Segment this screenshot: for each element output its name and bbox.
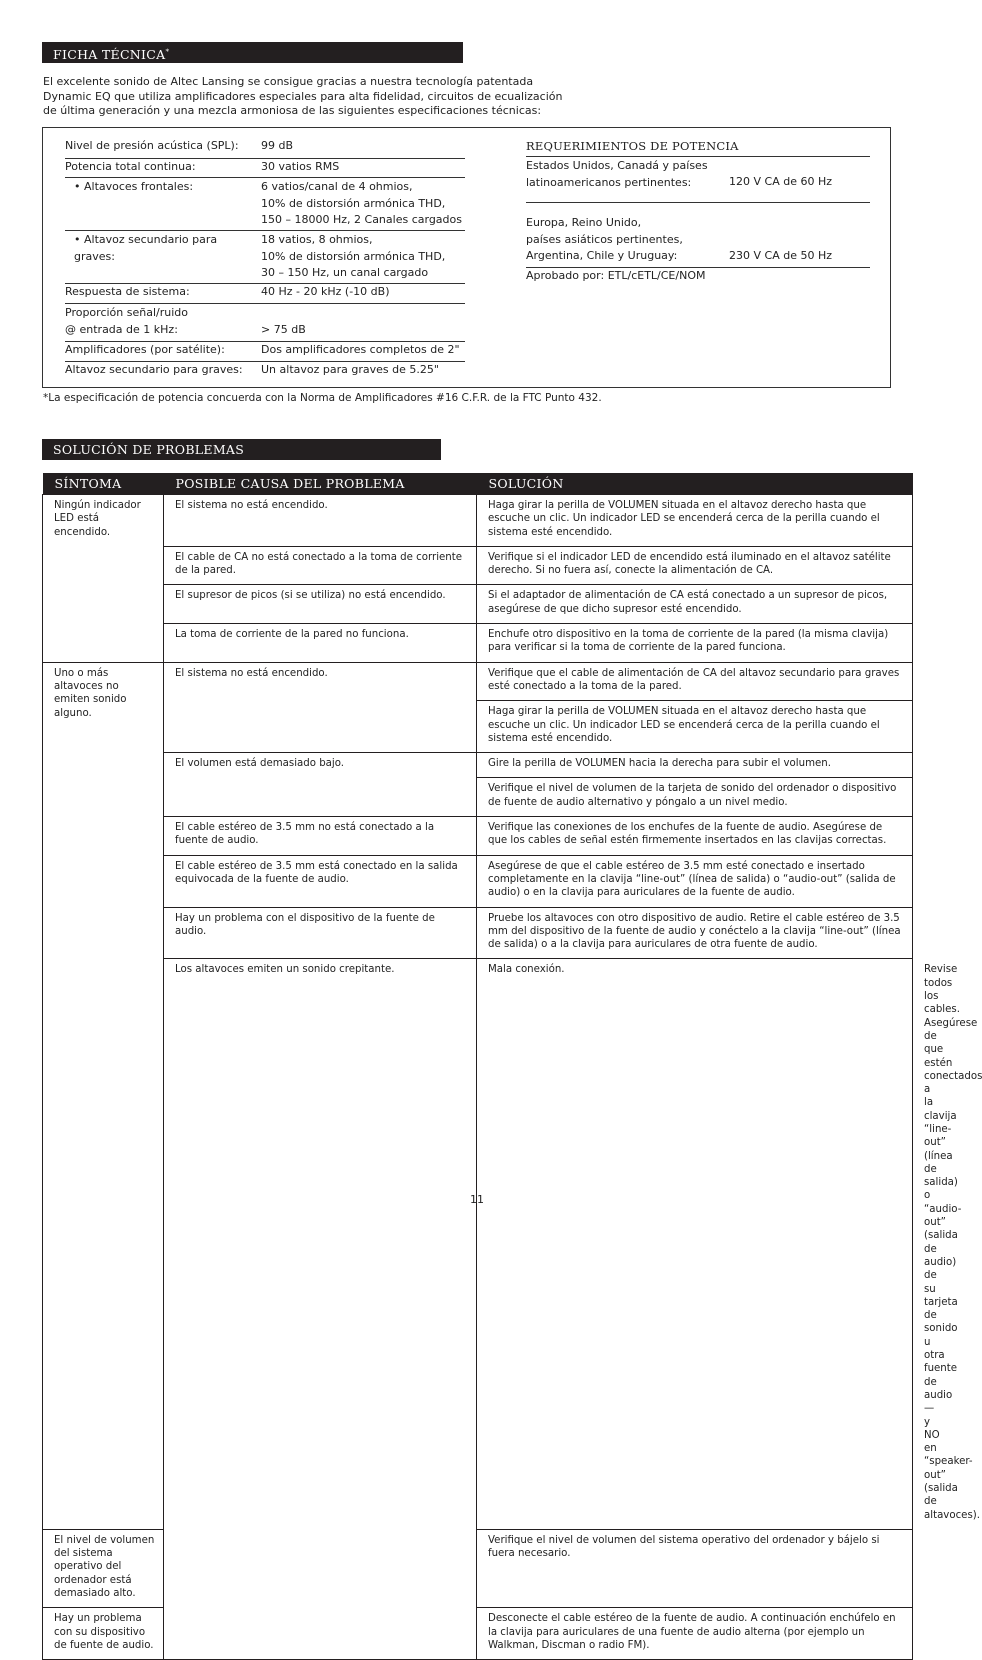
- solution-cell: Haga girar la perilla de VOLUMEN situada en el altavoz derecho hasta que escuche un clic. Un indicador LED se encenderá cerca de la perilla cuando el sistema esté encendido.: [477, 495, 913, 547]
- spec-value: 30 vatios RMS: [261, 160, 340, 173]
- spec-value: [261, 179, 465, 229]
- power-eu-label: [526, 215, 726, 265]
- spec-row: [65, 303, 465, 341]
- spec-label: • Altavoces frontales:: [74, 180, 194, 193]
- solution-cell: Pruebe los altavoces con otro dispositivo de audio. Retire el cable estéreo de 3.5 mm del dispositivo de la fuente de audio y conéctelo a la clavija “line-out” (línea de salida) o a la clavija para auriculares de otra fuente de audio.: [477, 907, 913, 959]
- spec-value: Dos amplificadores completos de 2": [261, 343, 460, 356]
- cause-cell: El supresor de picos (si se utiliza) no está encendido.: [164, 585, 477, 624]
- power-eu-label-line: Argentina, Chile y Uruguay:: [526, 249, 678, 262]
- spec-intro-line: Dynamic EQ que utiliza amplificadores especiales para alta fidelidad, circuitos de ecualización: [43, 89, 563, 103]
- cause-cell: Hay un problema con su dispositivo de fuente de audio.: [43, 1608, 164, 1660]
- table-header-row: [43, 473, 913, 495]
- solution-cell: Gire la perilla de VOLUMEN hacia la derecha para subir el volumen.: [477, 753, 913, 778]
- spec-row: [65, 361, 465, 382]
- cause-cell: La toma de corriente de la pared no funciona.: [164, 624, 477, 663]
- cause-cell: El volumen está demasiado bajo.: [164, 753, 477, 817]
- spec-label: Potencia total continua:: [65, 160, 196, 173]
- power-eu-value: 230 V CA de 50 Hz: [729, 249, 833, 262]
- spec-value-line: 6 vatios/canal de 4 ohmios,: [261, 180, 413, 193]
- table-row: [43, 624, 913, 663]
- spec-label: Altavoz secundario para graves:: [65, 363, 243, 376]
- cause-cell: Mala conexión.: [477, 959, 913, 1529]
- column-header-solution: SOLUCIÓN: [477, 473, 913, 495]
- power-approved: Aprobado por: ETL/cETL/CE/NOM: [526, 269, 706, 282]
- troubleshooting-section-title: SOLUCIÓN DE PROBLEMAS: [53, 442, 245, 457]
- spec-value-line: [261, 305, 465, 322]
- divider: [526, 156, 870, 157]
- spec-row: [65, 230, 465, 284]
- spec-title-footnote-mark: *: [165, 48, 170, 56]
- spec-label: Amplificadores (por satélite):: [65, 343, 225, 356]
- symptom-cell: Uno o más altavoces no emiten sonido alguno.: [43, 662, 164, 1529]
- cause-cell: El cable estéreo de 3.5 mm no está conectado a la fuente de audio.: [164, 817, 477, 856]
- cause-cell: El sistema no está encendido.: [164, 495, 477, 547]
- solution-cell: Enchufe otro dispositivo en la toma de corriente de la pared (la misma clavija) para verificar si la toma de corriente de la pared funciona.: [477, 624, 913, 663]
- solution-cell: Desconecte el cable estéreo de la fuente de audio. A continuación enchúfelo en la clavija para auriculares de una fuente de audio alterna (por ejemplo un Walkman, Discman o radio FM).: [477, 1608, 913, 1660]
- troubleshooting-section-header: [42, 439, 441, 460]
- table-row: [43, 585, 913, 624]
- spec-table: [65, 128, 465, 388]
- spec-label: • Altavoz secundario para graves:: [74, 233, 218, 263]
- solution-cell: Asegúrese de que el cable estéreo de 3.5 mm esté conectado e insertado completamente en la clavija “line-out” (línea de salida) o “audio-out” (salida de audio) o en la clavija para auriculares de la fuente de audio.: [477, 855, 913, 907]
- spec-value: Un altavoz para graves de 5.25": [261, 363, 439, 376]
- spec-label: [65, 305, 261, 338]
- spec-value-line: 30 – 150 Hz, un canal cargado: [261, 266, 429, 279]
- divider: [526, 202, 870, 203]
- cause-cell: El nivel de volumen del sistema operativo del ordenador está demasiado alto.: [43, 1529, 164, 1607]
- cause-cell: El cable de CA no está conectado a la toma de corriente de la pared.: [164, 546, 477, 585]
- page-number: 11: [470, 1193, 484, 1206]
- power-eu-label-line: Europa, Reino Unido,: [526, 216, 642, 229]
- column-header-symptom: SÍNTOMA: [43, 473, 164, 495]
- table-row: [43, 817, 913, 856]
- spec-intro-line: de última generación y una mezcla armoniosa de las siguientes especificaciones técnicas:: [43, 104, 542, 117]
- spec-row: [65, 283, 465, 303]
- cause-cell: Hay un problema con el dispositivo de la fuente de audio.: [164, 907, 477, 959]
- spec-footnote: *La especificación de potencia concuerda con la Norma de Amplificadores #16 C.F.R. de la FTC Punto 432.: [43, 392, 602, 404]
- table-row: [43, 907, 913, 959]
- power-us-label-line: latinoamericanos pertinentes:: [526, 175, 692, 189]
- spec-value-line: 18 vatios, 8 ohmios,: [261, 233, 373, 246]
- column-header-cause: POSIBLE CAUSA DEL PROBLEMA: [164, 473, 477, 495]
- table-row: [43, 662, 913, 701]
- table-row: Los altavoces emiten un sonido crepitante. Mala conexión. Revise todos los cables. Asegúrese de que estén conectados a la clavija “line-out” (línea de salida) o “audio-out” (salida de audio) de su tarjeta de sonido u otra fuente de audio — y NO en “speaker-out” (salida de altavoces).: [43, 959, 913, 1529]
- troubleshooting-table: [42, 473, 982, 1660]
- spec-intro-line: El excelente sonido de Altec Lansing se consigue gracias a nuestra tecnología patentada: [43, 75, 534, 88]
- table-row: [43, 495, 913, 547]
- power-us-value: 120 V CA de 60 Hz: [729, 175, 833, 188]
- power-us-label: [526, 158, 726, 191]
- spec-label: Respuesta de sistema:: [65, 285, 190, 298]
- cause-cell: El sistema no está encendido.: [164, 662, 477, 752]
- power-us-label-line: Estados Unidos, Canadá y países: [526, 159, 708, 172]
- spec-intro: [43, 75, 603, 119]
- cause-cell: El cable estéreo de 3.5 mm está conectado en la salida equivocada de la fuente de audio.: [164, 855, 477, 907]
- spec-value: 99 dB: [261, 139, 294, 152]
- table-row: [43, 546, 913, 585]
- spec-value-line: 150 – 18000 Hz, 2 Canales cargados: [261, 213, 462, 226]
- spec-row: [65, 341, 465, 362]
- spec-value: [261, 232, 465, 282]
- solution-cell: Haga girar la perilla de VOLUMEN situada en el altavoz derecho hasta que escuche un clic. Un indicador LED se encenderá cerca de la perilla cuando el sistema esté encendido.: [477, 701, 913, 753]
- spec-section-header: [42, 42, 463, 63]
- spec-value: 40 Hz - 20 kHz (-10 dB): [261, 285, 390, 298]
- spec-label-line: @ entrada de 1 kHz:: [65, 322, 178, 336]
- solution-cell: Verifique que el cable de alimentación de CA del altavoz secundario para graves esté conectado a la toma de la pared.: [477, 662, 913, 701]
- spec-row: [65, 138, 465, 158]
- spec-value-line: 10% de distorsión armónica THD,: [261, 249, 446, 263]
- solution-cell: Si el adaptador de alimentación de CA está conectado a un supresor de picos, asegúrese de que dicho supresor esté encendido.: [477, 585, 913, 624]
- spec-row: [65, 177, 465, 231]
- solution-cell: Verifique el nivel de volumen de la tarjeta de sonido del ordenador o dispositivo de fuente de audio alternativo y póngalo a un nivel medio.: [477, 778, 913, 817]
- symptom-cell: Los altavoces emiten un sonido crepitante.: [164, 959, 477, 1660]
- table-row: [43, 753, 913, 778]
- spec-value-line: 10% de distorsión armónica THD,: [261, 196, 446, 210]
- solution-cell: Verifique el nivel de volumen del sistema operativo del ordenador y bájelo si fuera necesario.: [477, 1529, 913, 1607]
- solution-cell: Verifique las conexiones de los enchufes de la fuente de audio. Asegúrese de que los cables de señal estén firmemente insertados en las clavijas correctas.: [477, 817, 913, 856]
- power-eu-label-line: países asiáticos pertinentes,: [526, 232, 683, 246]
- table-row: [43, 855, 913, 907]
- spec-label-line: Proporción señal/ruido: [65, 306, 188, 319]
- spec-value: [261, 305, 465, 338]
- spec-section-title: FICHA TÉCNICA: [53, 47, 166, 62]
- spec-box: [42, 127, 891, 388]
- symptom-cell: Ningún indicador LED está encendido.: [43, 495, 164, 663]
- solution-cell: Verifique si el indicador LED de encendido está iluminado en el altavoz satélite derecho. Si no fuera así, conecte la alimentación de CA.: [477, 546, 913, 585]
- power-title: REQUERIMIENTOS DE POTENCIA: [526, 139, 739, 153]
- spec-row: [65, 158, 465, 178]
- spec-value-line: > 75 dB: [261, 322, 306, 336]
- spec-label: Nivel de presión acústica (SPL):: [65, 139, 239, 152]
